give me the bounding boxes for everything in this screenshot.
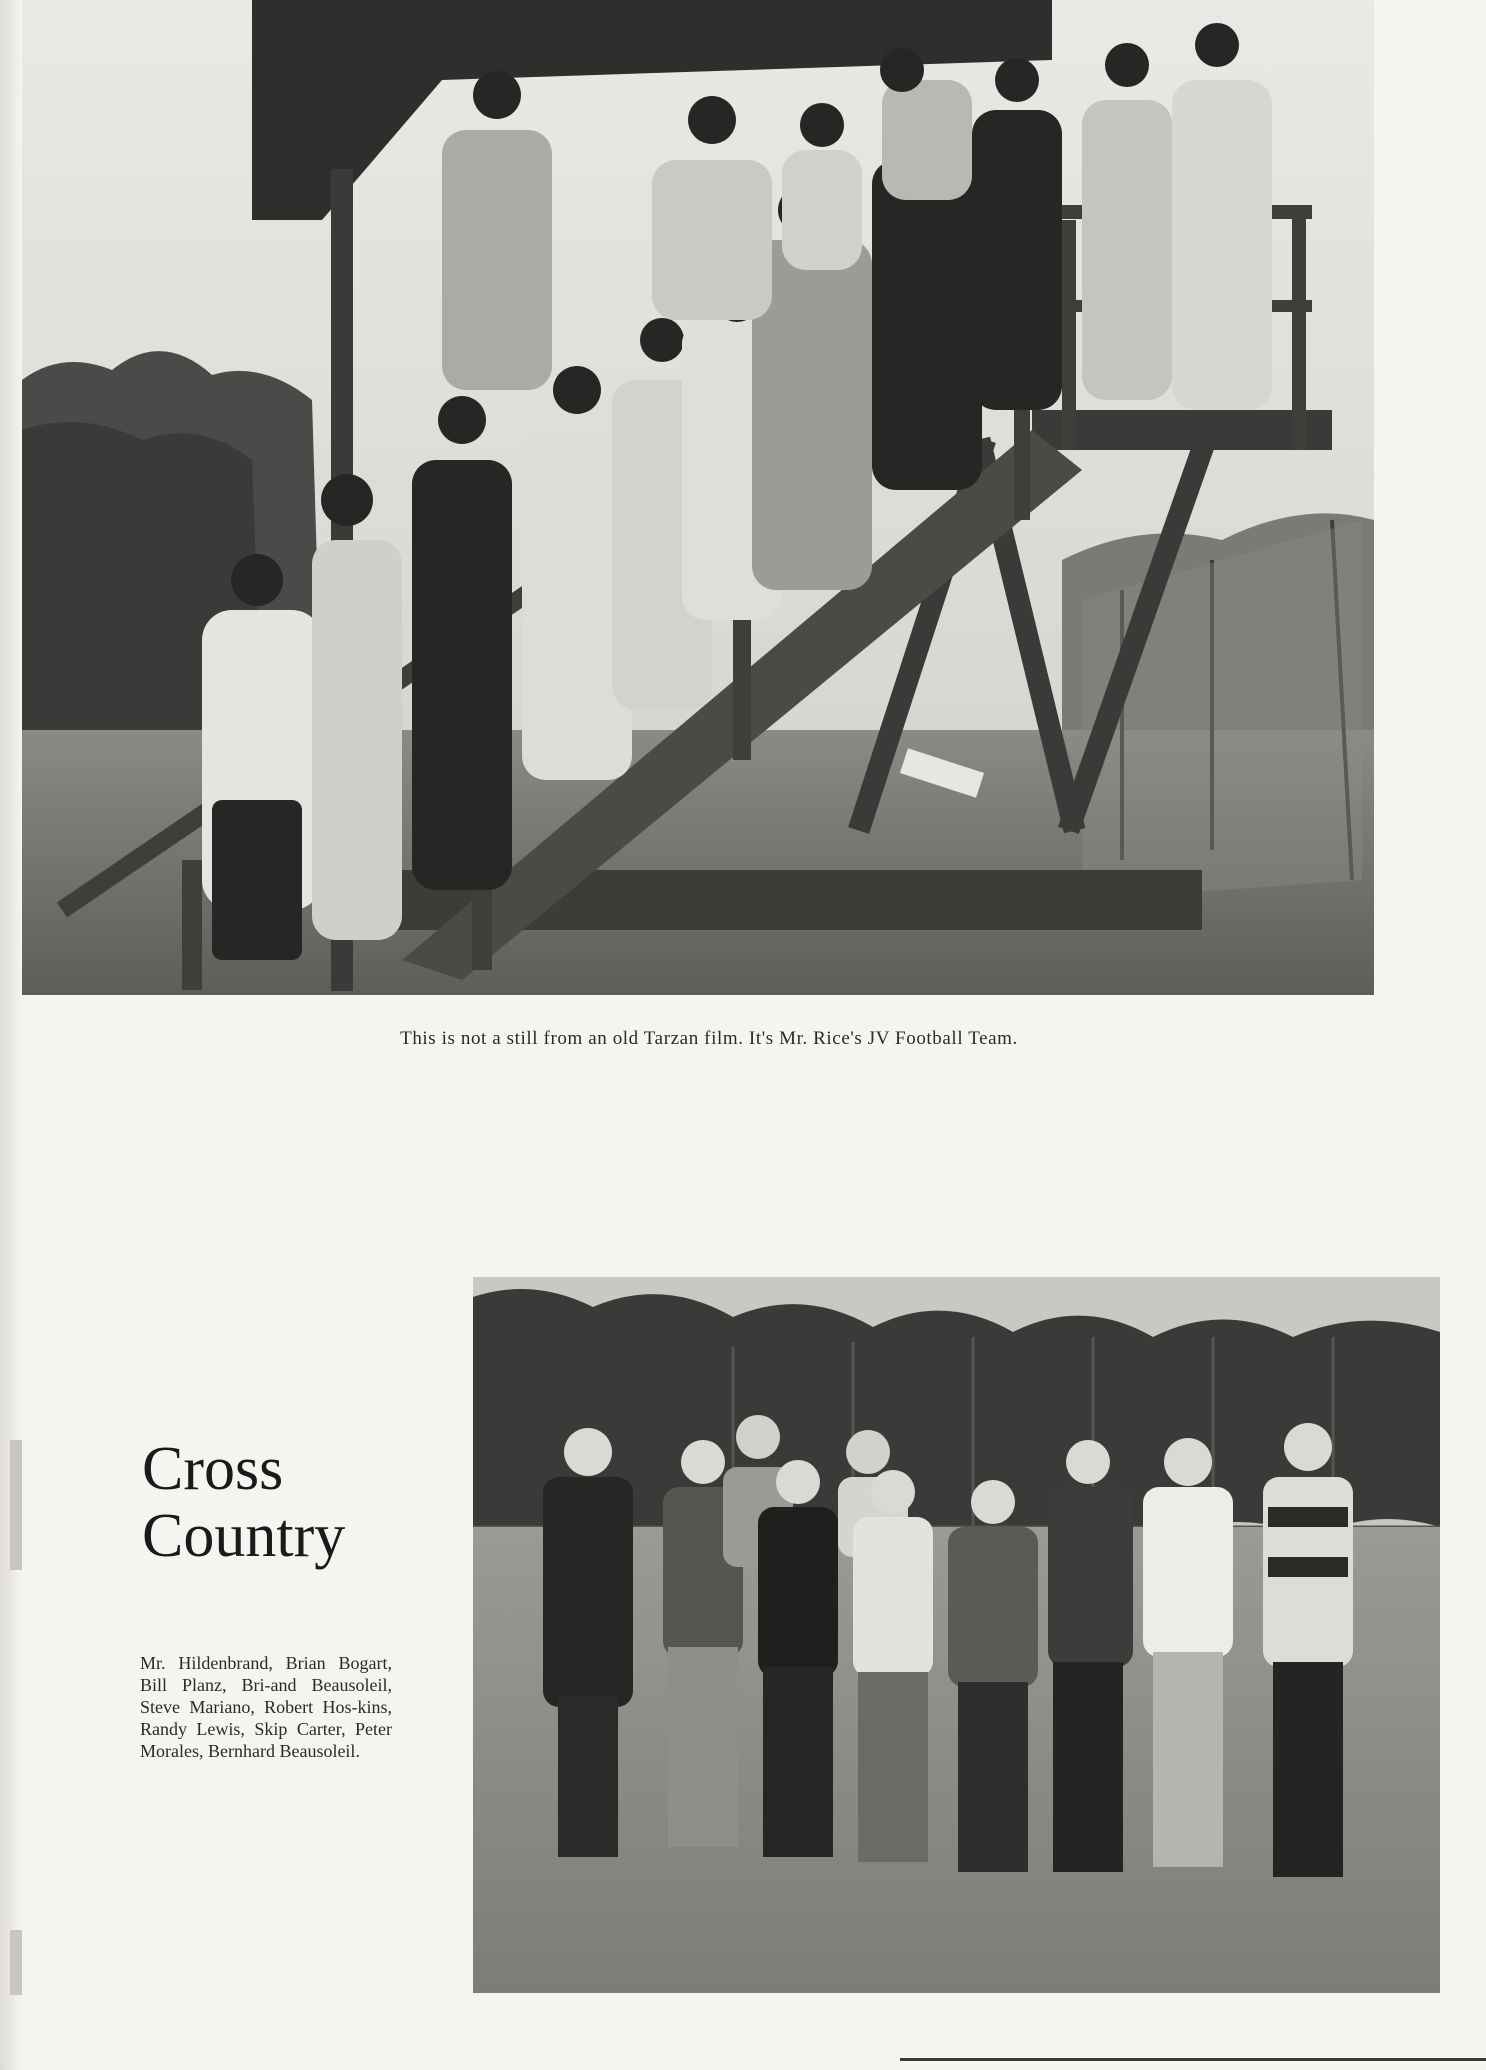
section-title-line: Country bbox=[142, 1501, 346, 1570]
section-title-line: Cross bbox=[142, 1435, 284, 1503]
page-binding-edge bbox=[0, 0, 22, 2070]
page-bottom-rule bbox=[900, 2058, 1486, 2061]
binding-shadow bbox=[10, 1440, 22, 1570]
jv-football-team-photo bbox=[22, 0, 1374, 995]
photo-caption: This is not a still from an old Tarzan film. It's Mr. Rice's JV Football Team. bbox=[400, 1028, 1018, 1049]
team-roster: Mr. Hildenbrand, Brian Bogart, Bill Planz, Bri-and Beausoleil, Steve Mariano, Robert Hos-kins, Randy Lewis, Skip Carter, Peter Morales, Bernhard Beausoleil. bbox=[140, 1653, 392, 1761]
binding-shadow bbox=[10, 1930, 22, 1995]
section-title bbox=[142, 1436, 462, 1570]
cross-country-team-photo bbox=[473, 1277, 1440, 1993]
